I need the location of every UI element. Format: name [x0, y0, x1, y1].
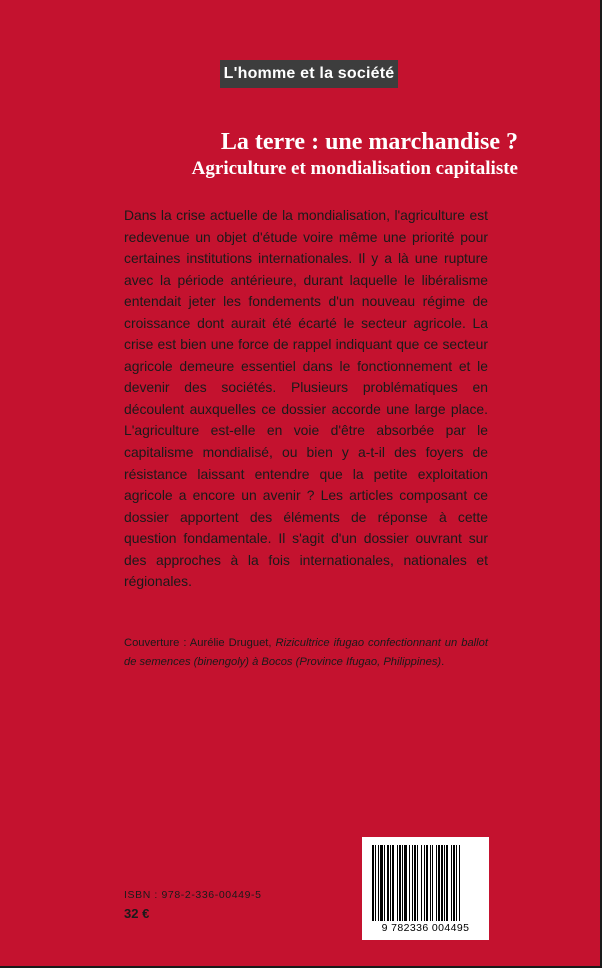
isbn: ISBN : 978-2-336-00449-5: [124, 889, 262, 901]
barcode-bar: [456, 845, 457, 921]
barcode-bars: [370, 845, 481, 921]
barcode-bar: [438, 845, 440, 921]
price: 32 €: [124, 906, 150, 921]
barcode: [362, 837, 489, 940]
barcode-bar: [392, 845, 394, 921]
barcode-bar: [446, 845, 448, 921]
series-label: L'homme et la société: [220, 60, 398, 88]
barcode-bar: [402, 845, 403, 921]
barcode-bar: [387, 845, 389, 921]
barcode-bar: [421, 845, 422, 921]
cover-credit: [124, 634, 488, 672]
barcode-bar: [375, 845, 376, 921]
barcode-bar: [380, 845, 383, 921]
barcode-digits: 9 782336 004495: [381, 922, 470, 934]
barcode-bar: [432, 845, 433, 921]
book-subtitle: Agriculture et mondialisation capitaliste: [191, 158, 518, 179]
summary-text: Dans la crise actuelle de la mondialisation, l'agriculture est redevenue un objet d'étude voire même une priorité pour certaines institutions internationales. Il y a là une rupture avec la période antérieure, durant laquelle le libéralisme entendait jeter les fondements d'un nouveau régime de croissance dont aurait été écarté le secteur agricole. La crise est bien une force de rappel indiquant que ce secteur agricole demeure essentiel dans le fonctionnement et le devenir des sociétés. Plusieurs problématiques en découlent auxquelles ce dossier accorde une large place. L'agriculture est-elle en voie d'être absorbée par le capitalisme mondialisé, ou bien y a-t-il des foyers de résistance laissant entendre que la petite exploitation agricole a encore un avenir ? Les articles composant ce dossier apportent des éléments de réponse à cette question fondamentale. Il s'agit d'un dossier ouvrant sur des approches à la fois internationales, nationales et régionales.: [124, 207, 488, 590]
barcode-bar: [444, 845, 445, 921]
barcode-bar: [412, 845, 413, 921]
barcode-bar: [459, 845, 460, 921]
book-title: La terre : une marchandise ?: [220, 129, 518, 155]
credit-caption: Rizicultrice ifugao confectionnant un ballot de semences (binengoly) à Bocos (Province Ifugao, Philippines): [124, 637, 488, 668]
barcode-bar: [441, 845, 443, 921]
barcode-bar: [426, 845, 428, 921]
barcode-bar: [409, 845, 410, 921]
barcode-bar: [372, 845, 374, 921]
barcode-bar: [399, 845, 401, 921]
barcode-bar: [436, 845, 437, 921]
barcode-bar: [453, 845, 455, 921]
barcode-bar: [451, 845, 452, 921]
barcode-bar: [417, 845, 418, 921]
barcode-bar: [378, 845, 379, 921]
barcode-bar: [397, 845, 398, 921]
credit-prefix: Couverture : Aurélie Druguet,: [124, 637, 276, 649]
credit-suffix: .: [441, 656, 445, 668]
barcode-bar: [404, 845, 407, 921]
barcode-bar: [390, 845, 391, 921]
barcode-bar: [384, 845, 385, 921]
barcode-bar: [414, 845, 416, 921]
barcode-bar: [424, 845, 425, 921]
barcode-bar: [430, 845, 431, 921]
